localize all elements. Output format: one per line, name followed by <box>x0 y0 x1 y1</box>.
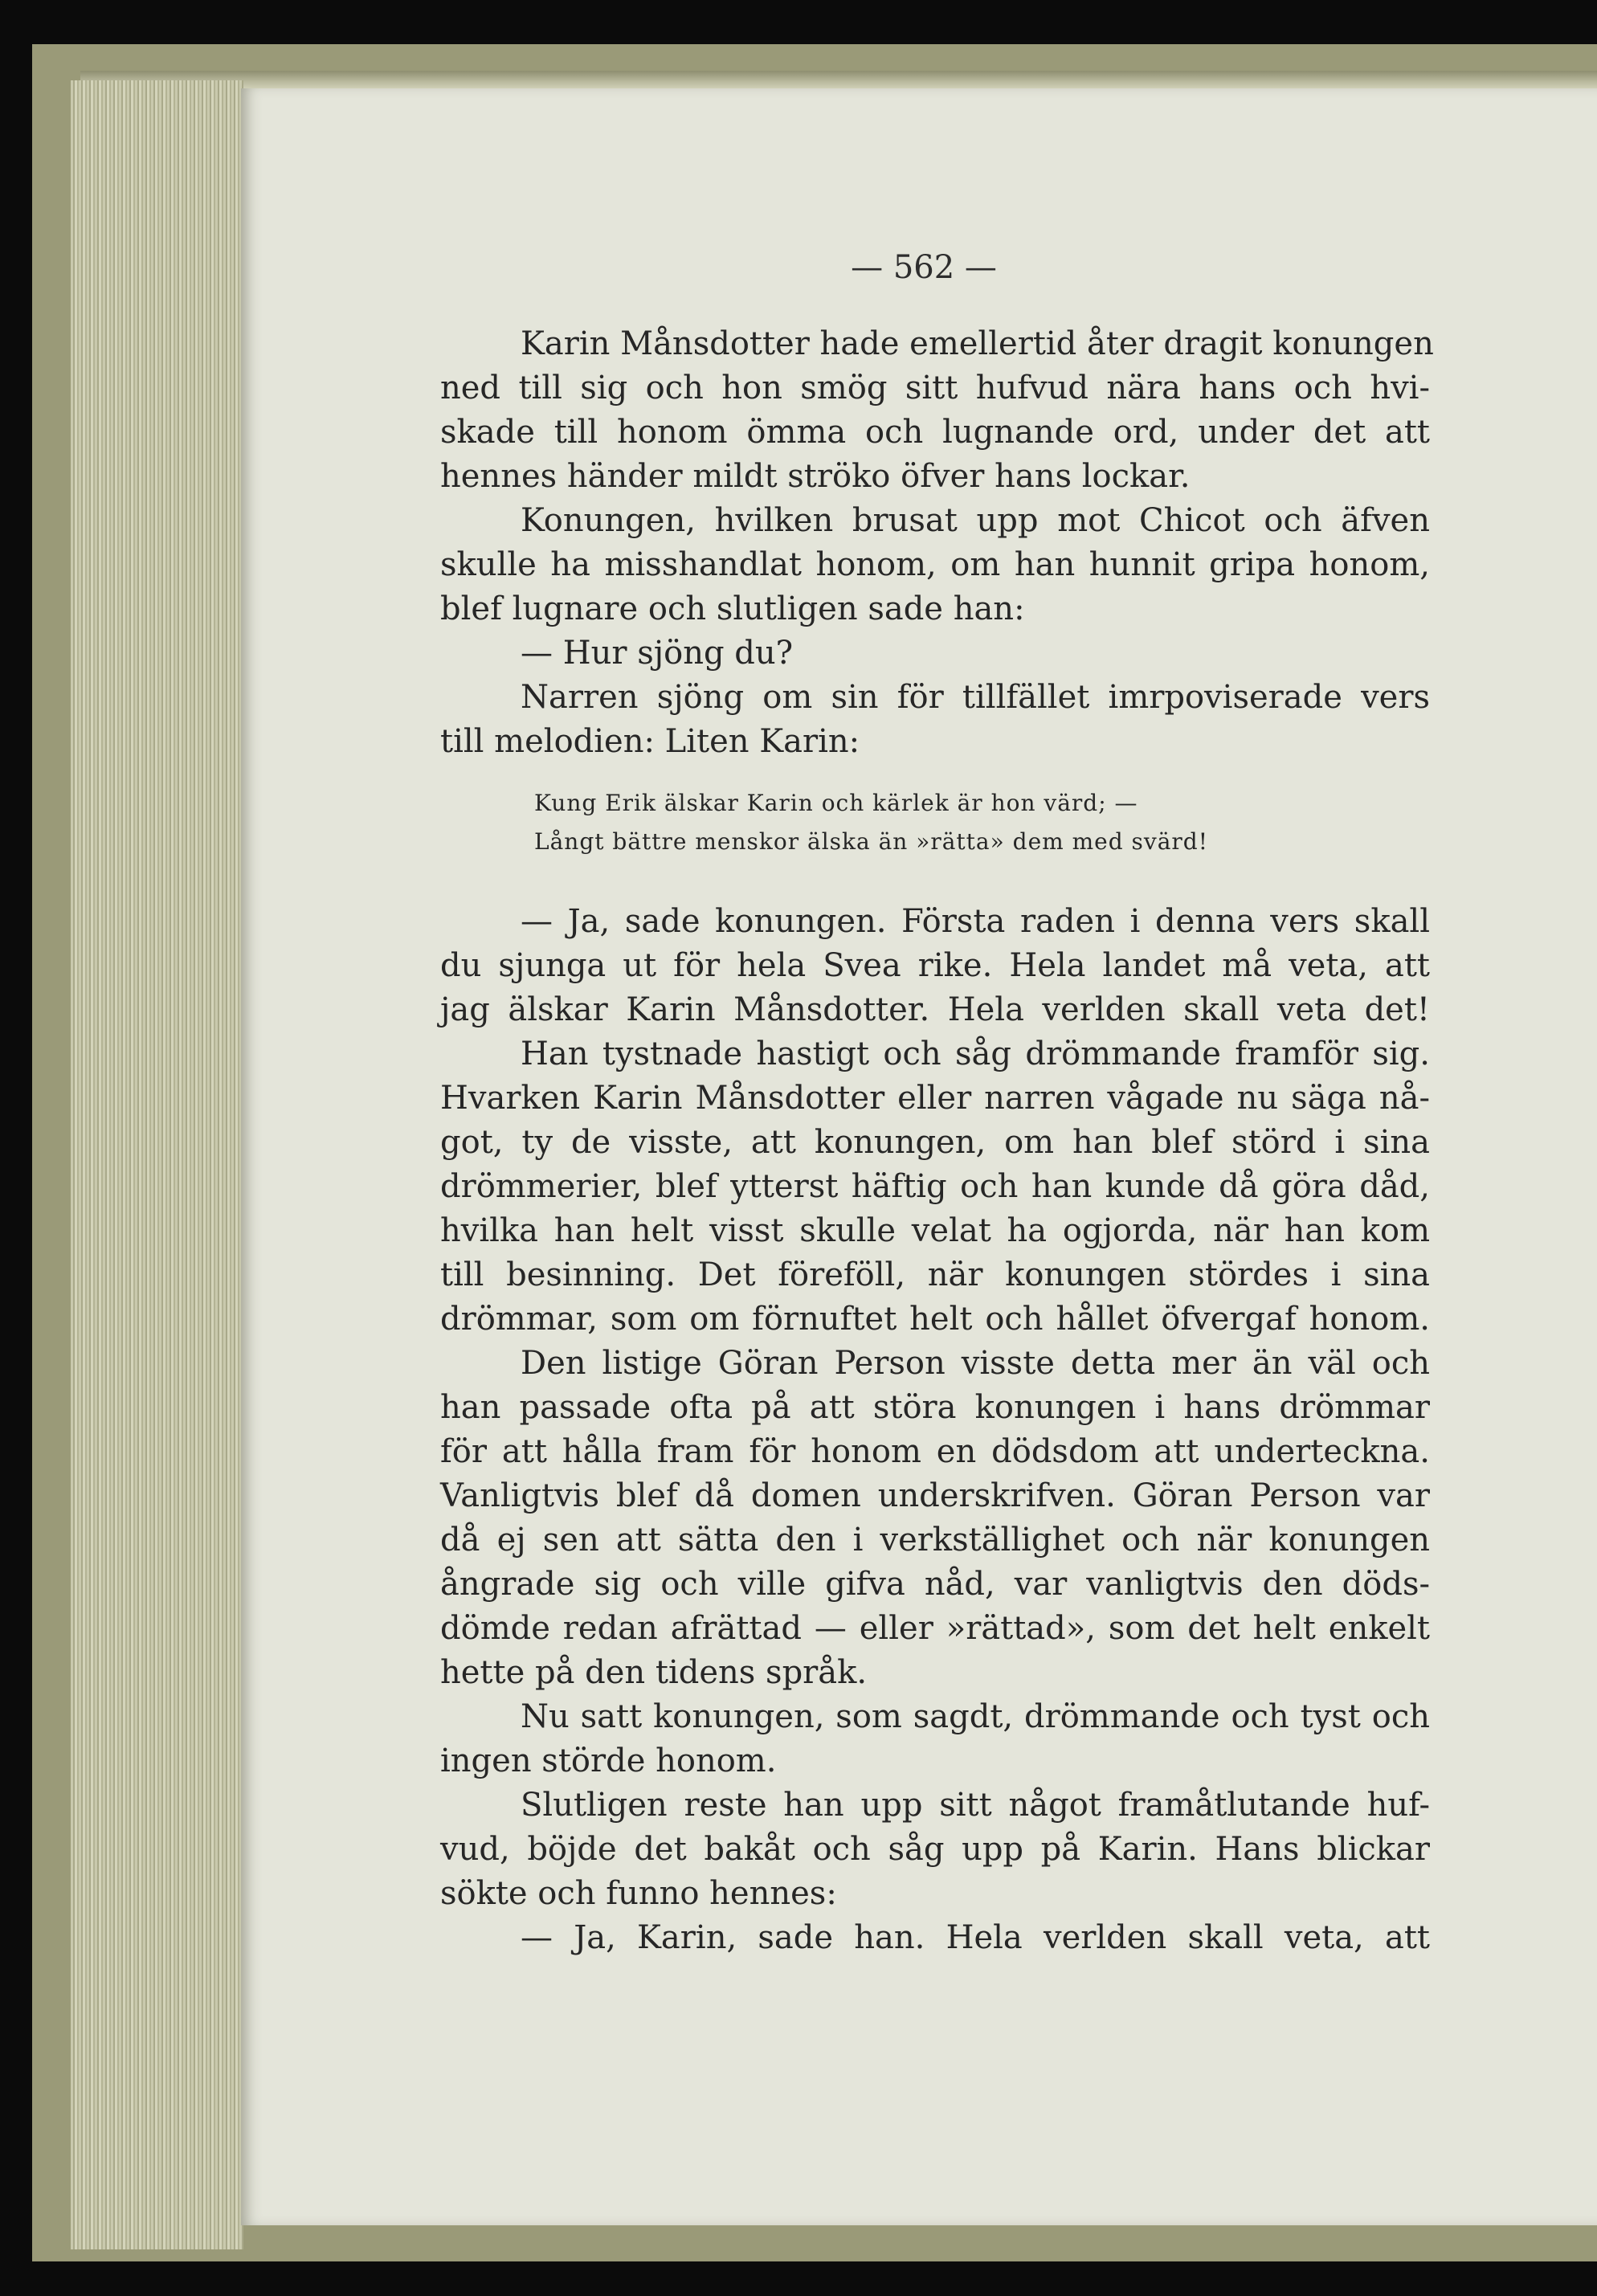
text-line: ned till sig och hon smög sitt hufvud nära hans och hvi- <box>440 370 1430 406</box>
text-line: Narren sjöng om sin för tillfället imrpoviserade vers <box>521 679 1430 716</box>
text-line: hvilka han helt visst skulle velat ha ogjorda, när han kom <box>440 1212 1430 1249</box>
page-stack-edge <box>71 80 243 2249</box>
text-line: sökte och funno hennes: <box>440 1875 837 1912</box>
text-line: vud, böjde det bakåt och såg upp på Karin. Hans blickar <box>440 1831 1430 1868</box>
text-line: ångrade sig och ville gifva nåd, var vanligtvis den döds- <box>440 1566 1430 1603</box>
text-line: drömmar, som om förnuftet helt och hållet öfvergaf honom. <box>440 1301 1430 1338</box>
text-line: Konungen, hvilken brusat upp mot Chicot och äfven <box>521 502 1430 539</box>
text-line: drömmerier, blef ytterst häftig och han kunde då göra dåd, <box>440 1168 1430 1205</box>
text-line: Hvarken Karin Månsdotter eller narren vågade nu säga nå- <box>440 1080 1430 1117</box>
verse-line: Långt bättre menskor älska än »rätta» dem med svärd! <box>534 828 1208 855</box>
text-line: skade till honom ömma och lugnande ord, under det att <box>440 414 1430 451</box>
page-number: — 562 — <box>851 249 997 286</box>
text-line: du sjunga ut för hela Svea rike. Hela landet må veta, att <box>440 947 1430 984</box>
text-line: hette på den tidens språk. <box>440 1654 868 1691</box>
text-line: got, ty de visste, att konungen, om han blef störd i sina <box>440 1124 1430 1161</box>
text-line: hennes händer mildt ströko öfver hans lockar. <box>440 458 1191 495</box>
text-line: Nu satt konungen, som sagdt, drömmande och tyst och <box>521 1698 1430 1735</box>
text-line: — Ja, sade konungen. Första raden i denna vers skall <box>521 903 1430 940</box>
text-line: då ej sen att sätta den i verkställighet och när konungen <box>440 1522 1430 1559</box>
text-line: Den listige Göran Person visste detta mer än väl och <box>521 1345 1430 1382</box>
text-line: till besinning. Det föreföll, när konungen stördes i sina <box>440 1256 1430 1293</box>
text-line: ingen störde honom. <box>440 1742 777 1779</box>
text-line: — Ja, Karin, sade han. Hela verlden skall veta, att <box>521 1919 1430 1956</box>
text-line: Han tystnade hastigt och såg drömmande framför sig. <box>521 1036 1430 1072</box>
verse-line: Kung Erik älskar Karin och kärlek är hon värd; — <box>534 790 1138 816</box>
text-line: för att hålla fram för honom en dödsdom att underteckna. <box>440 1433 1430 1470</box>
text-line: jag älskar Karin Månsdotter. Hela verlden skall veta det! <box>440 991 1430 1028</box>
text-line: Slutligen reste han upp sitt något framåtlutande huf- <box>521 1787 1430 1824</box>
text-line: till melodien: Liten Karin: <box>440 723 860 760</box>
text-line: blef lugnare och slutligen sade han: <box>440 590 1025 627</box>
text-line: dömde redan afrättad — eller »rättad», som det helt enkelt <box>440 1610 1430 1647</box>
text-line: han passade ofta på att störa konungen i hans drömmar <box>440 1389 1430 1426</box>
text-line: skulle ha misshandlat honom, om han hunnit gripa honom, <box>440 546 1430 583</box>
text-line: — Hur sjöng du? <box>521 635 794 672</box>
page-stack-top <box>80 71 1597 88</box>
text-line: Vanligtvis blef då domen underskrifven. Göran Person var <box>440 1477 1430 1514</box>
text-line: Karin Månsdotter hade emellertid åter dragit konungen <box>521 325 1434 362</box>
